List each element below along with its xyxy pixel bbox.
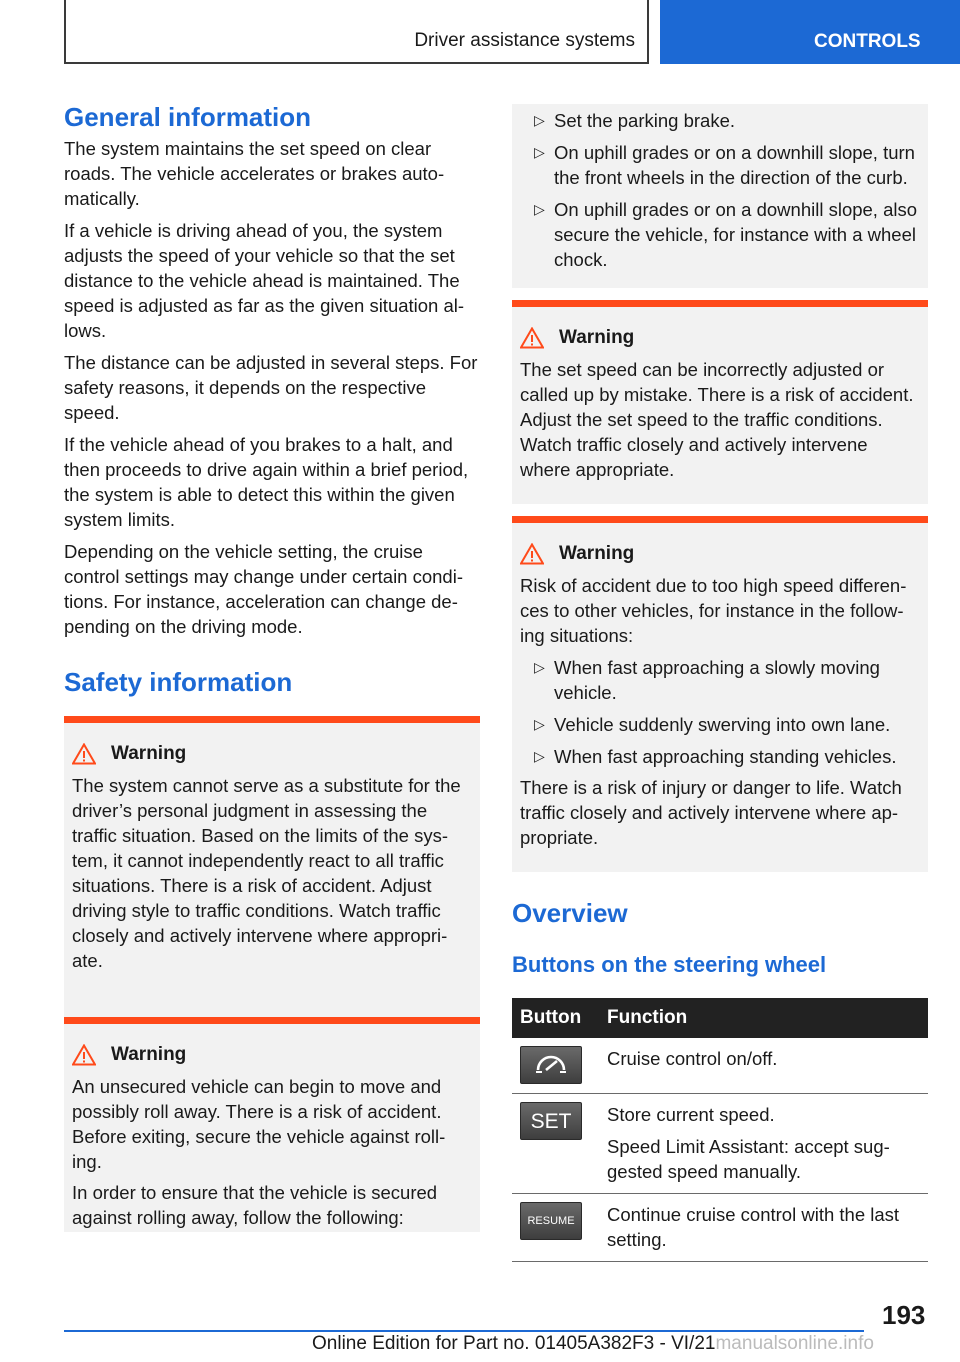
buttons-heading: Buttons on the steering wheel	[512, 952, 827, 977]
function-text: Store current speed.	[607, 1104, 775, 1125]
paragraph: If a vehicle is driving ahead of you, the system adjusts the speed of your vehicle so that the set distance to the vehicle ahead is maintained. The speed is adjusted as far as the given situation al‐lows.	[64, 220, 465, 341]
warning-text: The set speed can be incorrectly adjusted or called up by mistake. There is a risk of accident. Adjust the set speed to the traffic conditions. Watch traffic closely and actively intervene where appropriate.	[520, 359, 914, 480]
warning-box	[512, 516, 928, 872]
parking-steps-list	[520, 108, 920, 272]
warning-title	[520, 325, 920, 351]
list-item	[520, 108, 920, 133]
warning-triangle-icon	[72, 1044, 96, 1066]
footer-watermark: manualsonline.info	[715, 1333, 874, 1354]
warning-box	[512, 300, 928, 504]
table-cell-key	[512, 1094, 599, 1194]
warning-text: In order to ensure that the vehicle is secured against rolling away, follow the following:	[72, 1182, 438, 1228]
table-header-function: Function	[599, 998, 928, 1038]
cruise-control-key	[520, 1046, 582, 1084]
footer-divider	[64, 1330, 864, 1332]
list-item-text: On uphill grades or on a downhill slope, also secure the vehicle, for instance with a wheel chock.	[554, 199, 918, 270]
warning-box-continued	[512, 104, 928, 288]
triangle-bullet-icon: ▷	[534, 716, 545, 732]
triangle-bullet-icon: ▷	[534, 201, 545, 217]
list-item	[520, 655, 920, 705]
right-column	[512, 104, 928, 1262]
warning-box	[64, 1017, 480, 1232]
footer-edition	[312, 1333, 874, 1355]
safety-information-heading: Safety information	[64, 667, 293, 697]
triangle-bullet-icon: ▷	[534, 659, 545, 675]
warning-title-text: Warning	[111, 1044, 187, 1065]
left-column	[64, 100, 480, 1232]
warning-text: Risk of accident due to too high speed differen‐ces to other vehicles, for instance in the follow‐ing situations:	[520, 575, 907, 646]
list-item-text: On uphill grades or on a downhill slope, turn the front wheels in the direction of the curb.	[554, 142, 915, 188]
warning-triangle-icon	[520, 327, 544, 349]
table-cell-function	[599, 1094, 928, 1194]
general-information-heading: General information	[64, 102, 312, 132]
table-cell-function	[599, 1194, 928, 1262]
function-text: Cruise control on/off.	[607, 1048, 778, 1069]
header-section-tab	[64, 0, 649, 64]
table-row	[512, 1194, 928, 1262]
header-section-title: Driver assistance systems	[414, 30, 635, 51]
function-text: Speed Limit Assistant: accept sug‐gested speed manually.	[607, 1136, 890, 1182]
warning-text: The system cannot serve as a substitute for the driver’s personal judgment in assessing the traffic situation. Based on the limits of the sys‐tem, it cannot independently react to all traffic situations. There is a risk of accident. Adjust driving style to traffic conditions. Watch traffic closely and actively intervene where appropri‐ate.	[72, 775, 461, 971]
overview-heading: Overview	[512, 898, 628, 928]
header-chapter-title: CONTROLS	[814, 31, 921, 52]
table-row	[512, 1094, 928, 1194]
paragraph: The system maintains the set speed on clear roads. The vehicle accelerates or brakes auto‐matically.	[64, 138, 445, 209]
header-chapter-tab	[660, 0, 960, 64]
warning-title	[72, 1042, 472, 1068]
table-header-button: Button	[512, 998, 599, 1038]
table-cell-key	[512, 1038, 599, 1094]
list-item	[520, 140, 920, 190]
warning-title-text: Warning	[559, 327, 635, 348]
warning-title-text: Warning	[111, 743, 187, 764]
list-item-text: Set the parking brake.	[554, 110, 735, 131]
triangle-bullet-icon: ▷	[534, 144, 545, 160]
table-cell-key	[512, 1194, 599, 1262]
warning-box	[64, 716, 480, 995]
paragraph: The distance can be adjusted in several steps. For safety reasons, it depends on the respective speed.	[64, 352, 478, 423]
triangle-bullet-icon: ▷	[534, 112, 545, 128]
situations-list	[520, 655, 920, 769]
list-item-text: When fast approaching standing vehicles.	[554, 746, 897, 767]
list-item	[520, 197, 920, 272]
set-key: SET	[520, 1102, 582, 1140]
function-text: Continue cruise control with the last setting.	[607, 1204, 900, 1250]
warning-triangle-icon	[520, 543, 544, 565]
warning-title	[520, 541, 920, 567]
table-header-row	[512, 998, 928, 1038]
box-spacer	[64, 995, 480, 1017]
triangle-bullet-icon: ▷	[534, 748, 545, 764]
resume-key: RESUME	[520, 1202, 582, 1240]
warning-title-text: Warning	[559, 543, 635, 564]
cruise-control-icon	[533, 1054, 569, 1076]
list-item	[520, 712, 920, 737]
warning-title	[72, 741, 472, 767]
footer-edition-text: Online Edition for Part no. 01405A382F3 - VI/21	[312, 1333, 716, 1354]
list-item-text: When fast approaching a slowly moving vehicle.	[554, 657, 880, 703]
buttons-table	[512, 998, 928, 1262]
list-item	[520, 744, 920, 769]
page-number: 193	[882, 1300, 926, 1330]
table-cell-function	[599, 1038, 928, 1094]
paragraph: Depending on the vehicle setting, the cruise control settings may change under certain condi‐tions. For instance, acceleration can change de‐pending on the driving mode.	[64, 541, 463, 637]
warning-text: There is a risk of injury or danger to life. Watch traffic closely and actively intervene where ap‐propriate.	[520, 777, 902, 848]
list-item-text: Vehicle suddenly swerving into own lane.	[554, 714, 891, 735]
warning-triangle-icon	[72, 743, 96, 765]
table-row	[512, 1038, 928, 1094]
warning-text: An unsecured vehicle can begin to move and possibly roll away. There is a risk of accident. Before exiting, secure the vehicle against roll‐ing.	[72, 1076, 446, 1172]
paragraph: If the vehicle ahead of you brakes to a halt, and then proceeds to drive again within a brief period, the system is able to detect this within the given system limits.	[64, 434, 469, 530]
